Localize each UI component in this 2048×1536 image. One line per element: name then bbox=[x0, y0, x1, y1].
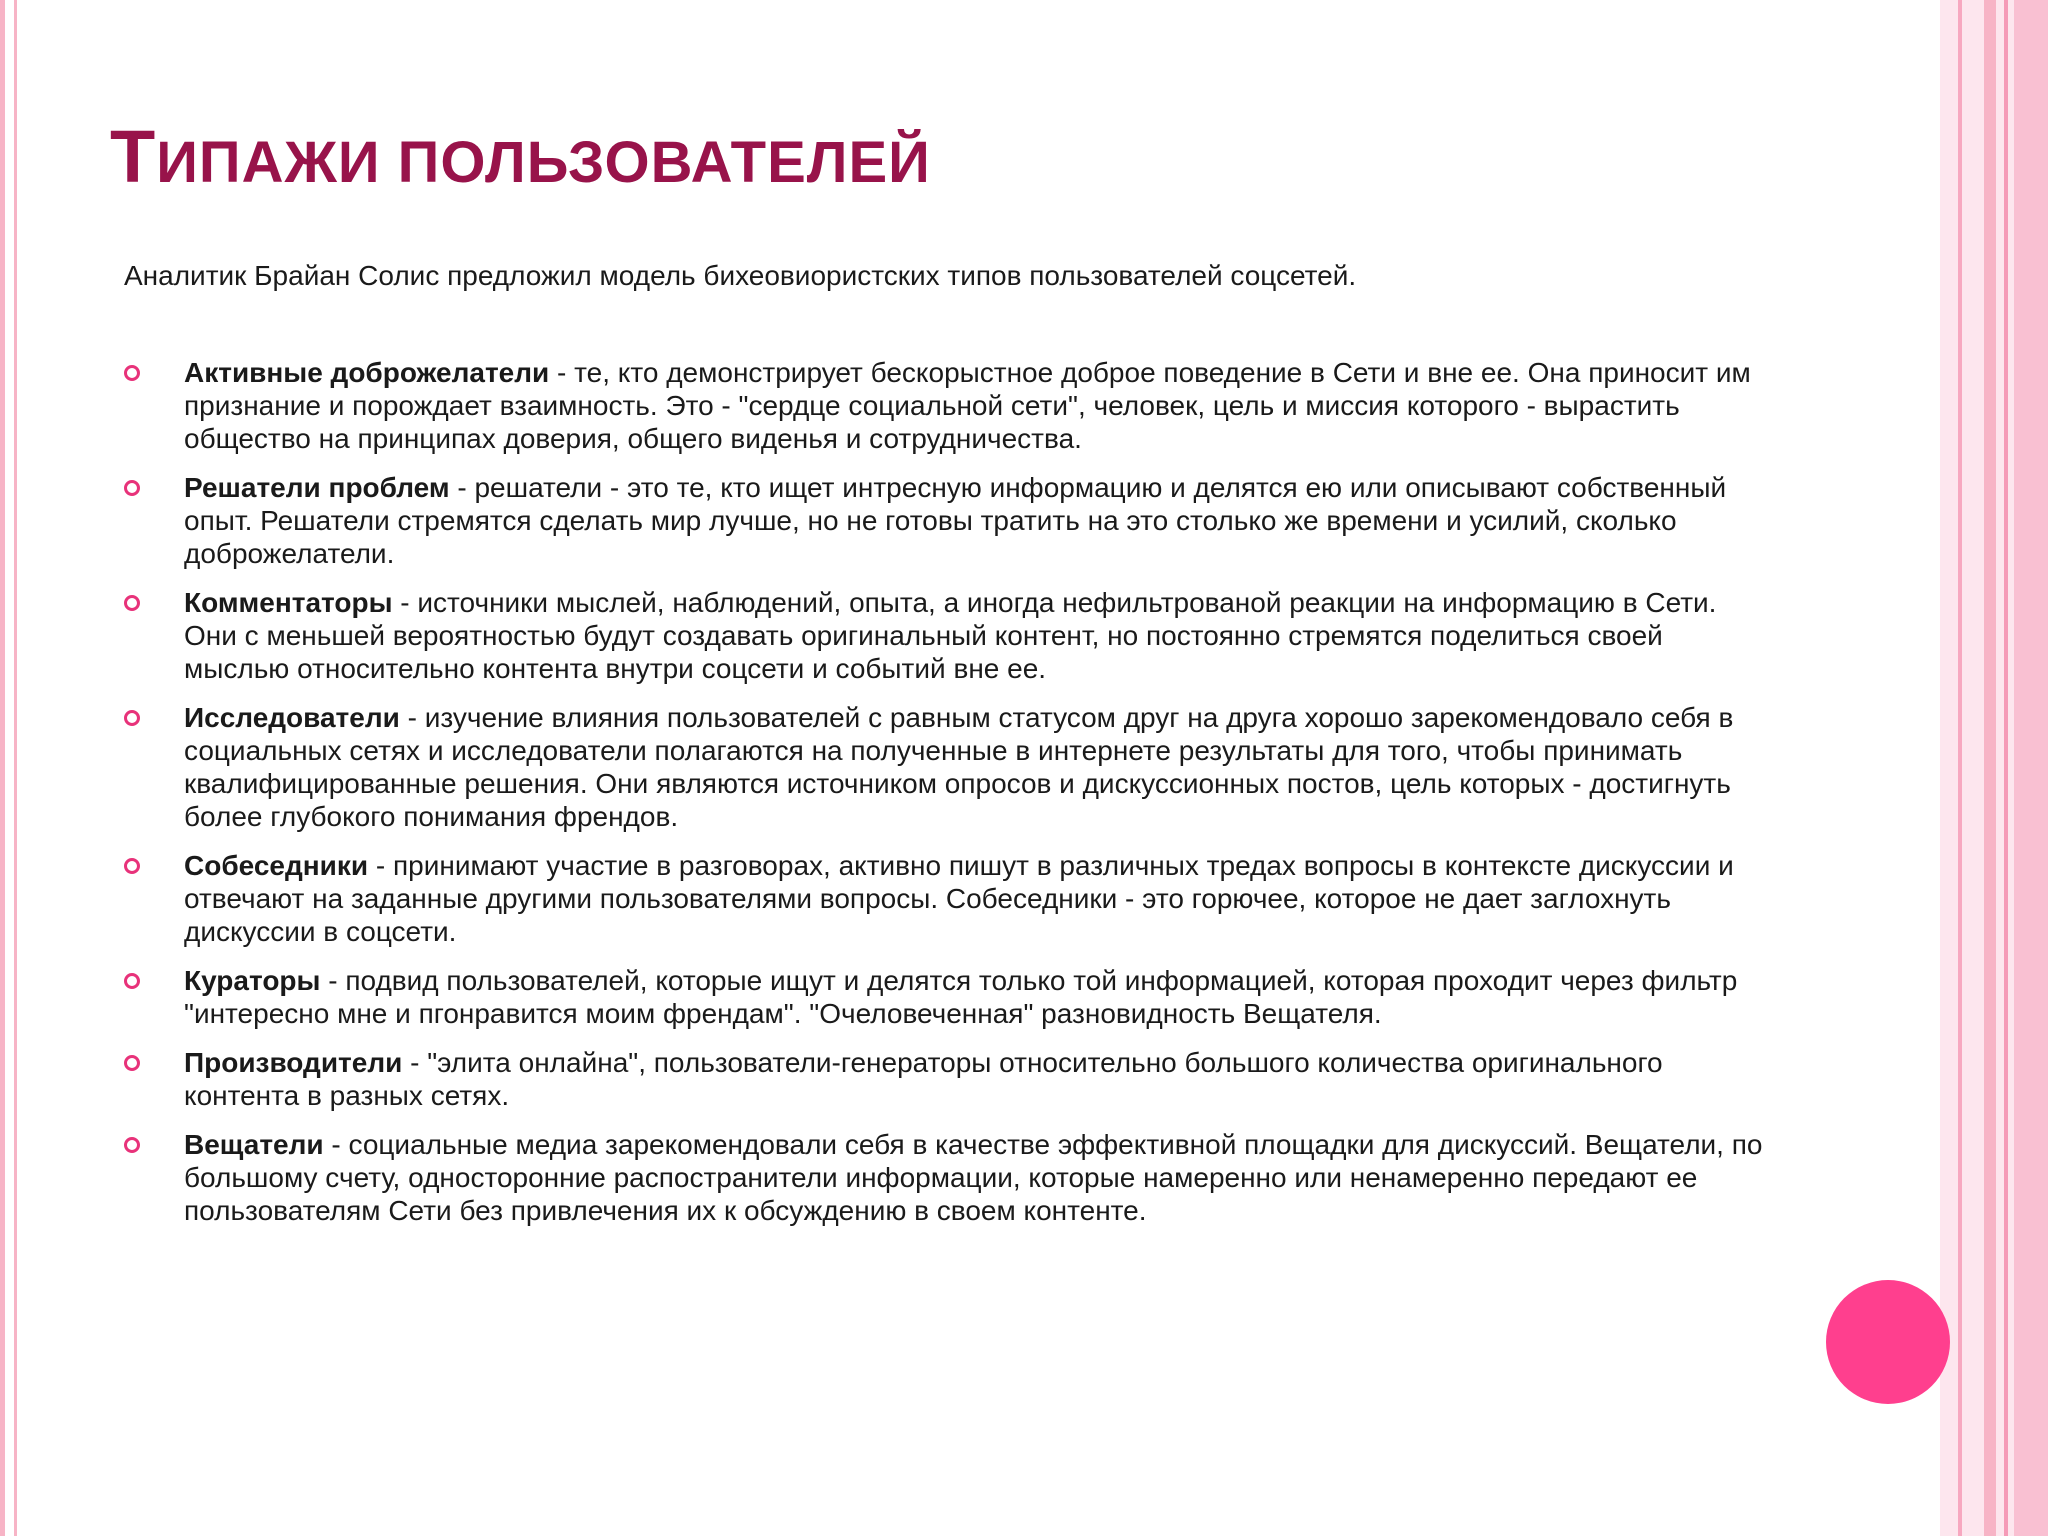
list-item bbox=[124, 849, 1764, 948]
bullet-icon bbox=[124, 858, 140, 874]
right-border-line bbox=[2004, 0, 2008, 1536]
item-text: - изучение влияния пользователей с равным статусом друг на друга хорошо зарекомендовало себя в социальных сетях и исследователи полагаются на полученные в интернете результаты для того, чтобы принимать квалифицированные решения. Они являются источником опросов и дискуссионных постов, цель которых - достигнуть более глубокого понимания френдов. bbox=[184, 702, 1734, 832]
bullet-icon bbox=[124, 1137, 140, 1153]
item-term: Вещатели bbox=[184, 1129, 324, 1160]
left-border-stripe-thin bbox=[14, 0, 17, 1536]
decorative-circle bbox=[1826, 1280, 1950, 1404]
bullet-icon bbox=[124, 480, 140, 496]
item-term: Комментаторы bbox=[184, 587, 393, 618]
list-item bbox=[124, 701, 1764, 833]
right-border-line bbox=[1984, 0, 1996, 1536]
list-item bbox=[124, 1046, 1764, 1112]
item-text: - решатели - это те, кто ищет интресную информацию и делятся ею или описывают собственный опыт. Решатели стремятся сделать мир лучше, но не готовы тратить на это столько же времени и усилий, сколько доброжелатели. bbox=[184, 472, 1727, 569]
list-item bbox=[124, 1128, 1764, 1227]
item-text: - социальные медиа зарекомендовали себя в качестве эффективной площадки для дискуссий. Вещатели, по большому счету, односторонние распостранители информации, которые намеренно или ненамеренно передают ее пользователям Сети без привлечения их к обсуждению в своем контенте. bbox=[184, 1129, 1763, 1226]
item-term: Решатели проблем bbox=[184, 472, 450, 503]
right-border-line bbox=[2014, 0, 2048, 1536]
item-text: - "элита онлайна", пользователи-генераторы относительно большого количества оригинального контента в разных сетях. bbox=[184, 1047, 1663, 1111]
list-item bbox=[124, 586, 1764, 685]
item-text: - принимают участие в разговорах, активно пишут в различных тредах вопросы в контексте дискуссии и отвечают на заданные другими пользователями вопросы. Собеседники - это горючее, которое не дает заглохнуть дискуссии в соцсети. bbox=[184, 850, 1734, 947]
bullet-icon bbox=[124, 1055, 140, 1071]
list-item bbox=[124, 356, 1764, 455]
right-border-line bbox=[1958, 0, 1962, 1536]
item-text: - источники мыслей, наблюдений, опыта, а иногда нефильтрованой реакции на информацию в Сети. Они с меньшей вероятностью будут создавать оригинальный контент, но постоянно стремятся поделиться своей мыслью относительно контента внутри соцсети и событий вне ее. bbox=[184, 587, 1717, 684]
item-text: - подвид пользователей, которые ищут и делятся только той информацией, которая проходит через фильтр "интересно мне и пгонравится моим френдам". "Очеловеченная" разновидность Вещателя. bbox=[184, 965, 1738, 1029]
item-term: Собеседники bbox=[184, 850, 369, 881]
bullet-icon bbox=[124, 365, 140, 381]
user-types-list bbox=[124, 356, 1764, 1243]
title-initial: Т bbox=[110, 115, 157, 198]
item-text: - те, кто демонстрирует бескорыстное доброе поведение в Сети и вне ее. Она приносит им признание и порождает взаимность. Это - "сердце социальной сети", человек, цель и миссия которого - вырастить общество на принципах доверия, общего виденья и сотрудничества. bbox=[184, 357, 1751, 454]
item-term: Кураторы bbox=[184, 965, 321, 996]
list-item bbox=[124, 471, 1764, 570]
title-rest: ИПАЖИ ПОЛЬЗОВАТЕЛЕЙ bbox=[156, 130, 931, 195]
list-item bbox=[124, 964, 1764, 1030]
item-term: Исследователи bbox=[184, 702, 400, 733]
slide-title bbox=[110, 115, 931, 198]
bullet-icon bbox=[124, 973, 140, 989]
bullet-icon bbox=[124, 710, 140, 726]
item-term: Активные доброжелатели bbox=[184, 357, 550, 388]
item-term: Производители bbox=[184, 1047, 403, 1078]
intro-text: Аналитик Брайан Солис предложил модель бихеовиористских типов пользователей соцсетей. bbox=[124, 260, 1357, 291]
left-border-stripe bbox=[0, 0, 5, 1536]
bullet-icon bbox=[124, 595, 140, 611]
